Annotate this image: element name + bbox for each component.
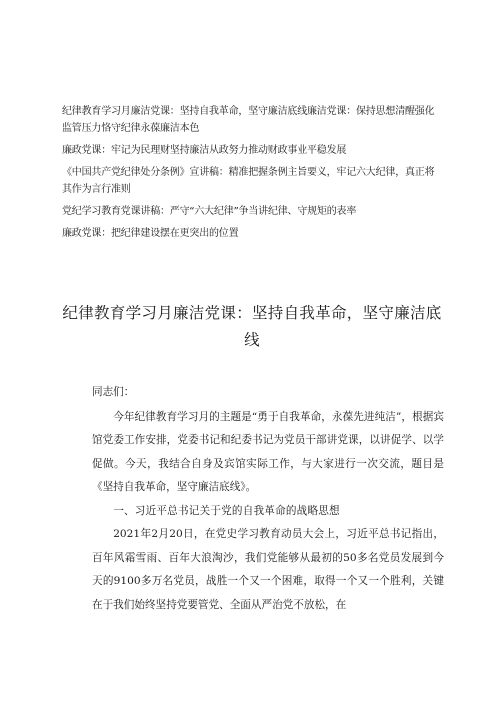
toc-item: 《中国共产党纪律处分条例》宣讲稿：精准把握条例主旨要义，牢记六大纪律，真正将其作为言行准则 [62,167,435,195]
document-body [92,381,444,617]
salutation: 同志们： [92,386,135,398]
toc-item: 廉政党课：牢记为民理财坚持廉洁从政努力推动财政事业平稳发展 [62,145,347,156]
document-title: 纪律教育学习月廉洁党课：坚持自我革命，坚守廉洁底线 [62,304,442,349]
toc-item: 党纪学习教育党课讲稿：严守“六大纪律”争当讲纪律、守规矩的表率 [62,206,357,217]
table-of-contents [62,103,442,247]
body-paragraph: 今年纪律教育学习月的主题是“勇于自我革命，永葆先进纯洁”，根据宾馆党委工作安排，党委书记和纪委书记为党员干部讲党课，以讲促学、以学促做。今天，我结合自身及宾馆实际工作，与大家进行一次交流，题目是《坚持自我革命，坚守廉洁底线》。 [92,410,444,493]
body-paragraph: 2021年2月20日，在党史学习教育动员大会上，习近平总书记指出，百年风霜雪雨、百年大浪淘沙，我们党能够从最初的50多名党员发展到今天的9100多万名党员，战胜一个又一个困难，取得一个又一个胜利，关键在于我们始终坚持党要管党、全面从严治党不放松，在 [92,528,444,611]
toc-item: 纪律教育学习月廉洁党课：坚持自我革命，坚守廉洁底线廉洁党课：保持思想清醒强化监管压力恪守纪律永葆廉洁本色 [62,106,435,134]
toc-item: 廉政党课：把纪律建设摆在更突出的位置 [62,228,239,239]
section-heading: 一、习近平总书记关于党的自我革命的战略思想 [113,504,340,517]
